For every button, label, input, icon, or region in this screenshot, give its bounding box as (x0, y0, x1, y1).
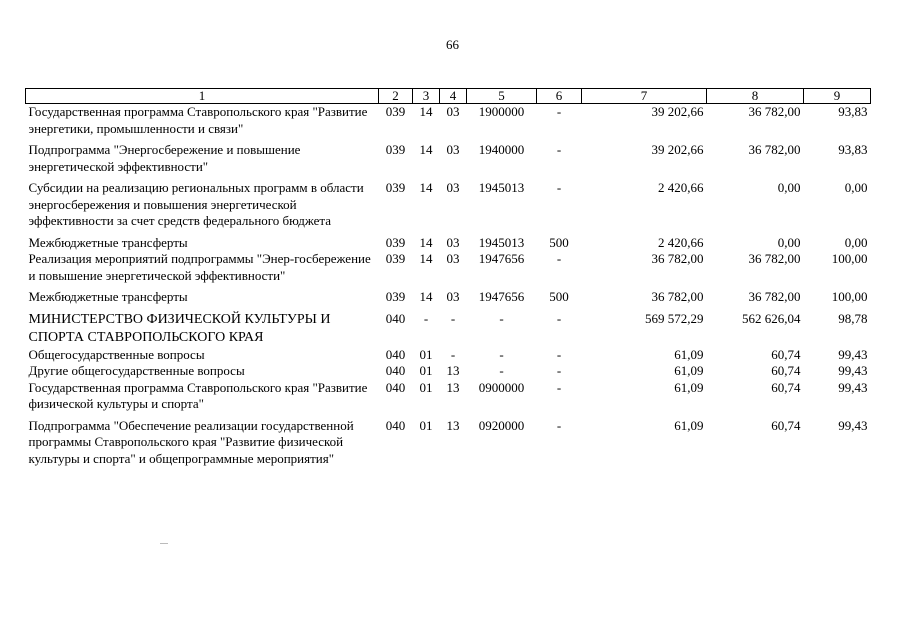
cell-c7: 36 782,00 (651, 289, 704, 304)
col-header-9: 9 (804, 89, 871, 104)
scan-mark (160, 543, 168, 544)
cell-c8: 36 782,00 (748, 251, 801, 266)
cell-c2: 039 (385, 142, 406, 157)
cell-c4: 13 (446, 363, 460, 378)
cell-c9: 99,43 (838, 346, 868, 362)
cell-c2: 039 (385, 289, 406, 304)
cell-c3: 01 (419, 363, 433, 378)
row-name: Подпрограмма "Обеспечение реализации государственной программы Ставропольского края "Развитие физической культуры и спорта" и общепрограммные мероприятия" (28, 417, 354, 466)
cell-c3: 01 (419, 379, 433, 395)
row-name: Реализация мероприятий подпрограммы "Энер-госбережение и повышение энергетической эффективности" (28, 251, 371, 283)
table-row (26, 142, 871, 180)
cell-c6: - (556, 251, 562, 266)
cell-c4: 03 (446, 289, 460, 304)
cell-c6: - (556, 346, 562, 362)
cell-c3: 14 (419, 142, 433, 157)
cell-c8: 60,74 (771, 363, 801, 378)
page-number: 66 (446, 37, 459, 52)
cell-c9: 100,00 (831, 251, 868, 266)
cell-c5: - (499, 346, 504, 362)
cell-c9: 0,00 (844, 180, 868, 195)
cell-c3: 01 (419, 346, 433, 362)
cell-c6: - (556, 104, 562, 119)
cell-c2: 040 (385, 379, 406, 395)
cell-c7: 61,09 (674, 363, 704, 378)
cell-c7: 2 420,66 (658, 180, 704, 195)
row-name: Другие общегосударственные вопросы (28, 363, 245, 378)
cell-c2: 040 (385, 417, 406, 433)
table-row (26, 311, 871, 347)
table-row (26, 363, 871, 380)
cell-c6: 500 (549, 289, 569, 304)
cell-c7: 39 202,66 (651, 142, 704, 157)
cell-c8: 0,00 (777, 180, 801, 195)
cell-c9: 0,00 (844, 234, 868, 250)
col-header-2: 2 (379, 89, 413, 104)
cell-c8: 60,74 (771, 346, 801, 362)
cell-c8: 36 782,00 (748, 289, 801, 304)
cell-c4: - (450, 346, 456, 362)
cell-c3: 14 (419, 180, 433, 195)
cell-c9: 99,43 (838, 379, 868, 395)
row-name: МИНИСТЕРСТВО ФИЗИЧЕСКОЙ КУЛЬТУРЫ И СПОРТА СТАВРОПОЛЬСКОГО КРАЯ (28, 311, 331, 345)
cell-c9: 99,43 (838, 363, 868, 378)
cell-c5: 1947656 (478, 289, 525, 304)
cell-c6: - (556, 363, 562, 378)
cell-c7: 39 202,66 (651, 104, 704, 119)
cell-c2: 039 (385, 104, 406, 119)
cell-c9: 99,43 (838, 417, 868, 433)
cell-c9: 93,83 (838, 104, 868, 119)
cell-c3: 14 (419, 234, 433, 250)
budget-table (25, 88, 871, 467)
cell-c7: 61,09 (674, 346, 704, 362)
row-name: Государственная программа Ставропольского края "Развитие физической культуры и спорта" (28, 379, 368, 411)
col-header-6: 6 (537, 89, 582, 104)
cell-c8: 60,74 (771, 417, 801, 433)
cell-c3: 14 (419, 251, 433, 266)
cell-c3: - (423, 310, 429, 326)
cell-c2: 039 (385, 180, 406, 195)
cell-c8: 60,74 (771, 379, 801, 395)
cell-c5: - (499, 363, 504, 378)
col-header-1: 1 (26, 89, 379, 104)
row-name: Межбюджетные трансферты (28, 234, 188, 250)
cell-c7: 2 420,66 (658, 234, 704, 250)
table-row (26, 289, 871, 311)
cell-c2: 040 (385, 310, 406, 326)
cell-c5: 1940000 (478, 142, 525, 157)
cell-c5: 0900000 (478, 379, 525, 395)
cell-c4: - (450, 310, 456, 326)
cell-c4: 03 (446, 142, 460, 157)
table-row (26, 347, 871, 364)
cell-c8: 36 782,00 (748, 104, 801, 119)
cell-c8: 562 626,04 (742, 310, 801, 326)
cell-c2: 040 (385, 346, 406, 362)
col-header-4: 4 (440, 89, 467, 104)
cell-c4: 03 (446, 251, 460, 266)
cell-c6: - (556, 417, 562, 433)
col-header-8: 8 (707, 89, 804, 104)
cell-c6: - (556, 310, 562, 326)
row-name: Государственная программа Ставропольского края "Развитие энергетики, промышленности и связи" (28, 104, 368, 136)
cell-c7: 61,09 (674, 417, 704, 433)
cell-c4: 03 (446, 104, 460, 119)
cell-c9: 100,00 (831, 289, 868, 304)
col-header-5: 5 (467, 89, 537, 104)
cell-c6: - (556, 379, 562, 395)
row-name: Подпрограмма "Энергосбережение и повышение энергетической эффективности" (28, 142, 301, 174)
table-row (26, 418, 871, 468)
row-name: Субсидии на реализацию региональных программ в области энергосбережения и повышения энергетической эффективности за счет средств федерального бюджета (28, 180, 364, 228)
cell-c5: 1945013 (478, 234, 525, 250)
cell-c2: 040 (385, 363, 406, 378)
cell-c5: 1900000 (478, 104, 525, 119)
row-name: Межбюджетные трансферты (28, 289, 188, 304)
table-row (26, 180, 871, 235)
cell-c8: 0,00 (777, 234, 801, 250)
cell-c3: 14 (419, 289, 433, 304)
col-header-3: 3 (413, 89, 440, 104)
cell-c7: 61,09 (674, 379, 704, 395)
cell-c7: 36 782,00 (651, 251, 704, 266)
row-name: Общегосударственные вопросы (28, 346, 205, 362)
cell-c4: 13 (446, 417, 460, 433)
table-row (26, 235, 871, 252)
cell-c7: 569 572,29 (645, 310, 704, 326)
table-row (26, 380, 871, 418)
cell-c2: 039 (385, 251, 406, 266)
cell-c2: 039 (385, 234, 406, 250)
cell-c8: 36 782,00 (748, 142, 801, 157)
cell-c4: 03 (446, 180, 460, 195)
cell-c5: 1945013 (478, 180, 525, 195)
table-row (26, 104, 871, 143)
cell-c9: 98,78 (838, 310, 868, 326)
cell-c5: 1947656 (478, 251, 525, 266)
col-header-7: 7 (582, 89, 707, 104)
cell-c4: 03 (446, 234, 460, 250)
table-row (26, 251, 871, 289)
cell-c9: 93,83 (838, 142, 868, 157)
cell-c6: - (556, 142, 562, 157)
cell-c4: 13 (446, 379, 460, 395)
cell-c3: 01 (419, 417, 433, 433)
cell-c5: 0920000 (478, 417, 525, 433)
cell-c3: 14 (419, 104, 433, 119)
header-row (26, 89, 871, 104)
cell-c6: 500 (549, 234, 569, 250)
cell-c6: - (556, 180, 562, 195)
cell-c5: - (499, 310, 504, 326)
